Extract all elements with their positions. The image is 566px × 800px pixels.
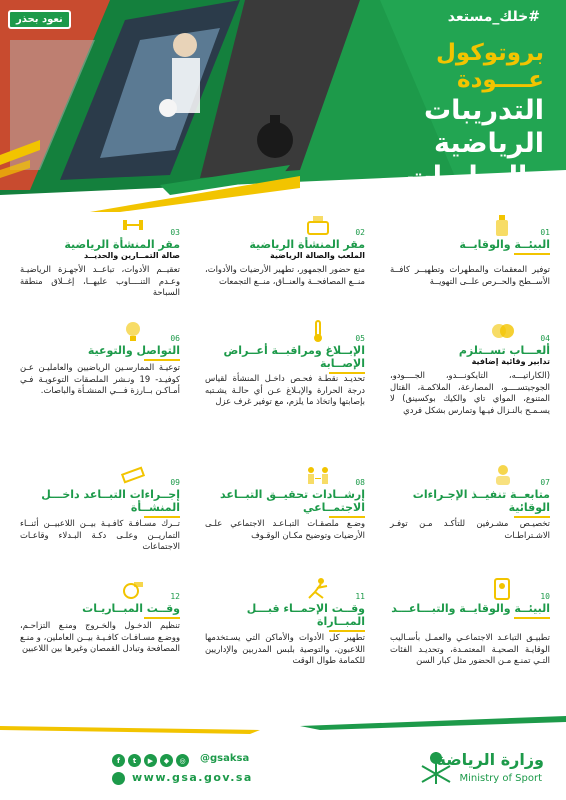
card-body: تعقيــم الأدوات، تباعــد الأجهـزة الرياضيـة وعـدم التنــــاوب عليهــا، إغــلاق منطقة السباحة <box>20 264 180 297</box>
card-title: التواصل والتوعية <box>20 344 180 361</box>
globe-icon <box>112 772 125 785</box>
card-title: إجــراءات التبــاعد داخـــل المنشــأة <box>20 488 180 518</box>
id-card-icon <box>490 576 516 602</box>
card-title: متابعــة تنفيــذ الإجـراءات الوقائية <box>390 488 550 518</box>
title-line-3: التدريبات <box>424 95 544 126</box>
ministry-name-english: Ministry of Sport <box>459 773 542 784</box>
card-body: وضـع ملصقـات التبـاعـد الاجتماعي علـى الأرضيات وتوضيح مكـان الوقـوف <box>205 518 365 540</box>
card-body: (الكاراتيـــه، التايكونـــدو، الجــــودو، الجوجيتســــو، المصارعة، الملاكمـة، القتال المتنوع، المواي تاي والكيك بوكسينق) لا يسـمـح بالنـزال فيـها وتمارس بشكل فردي <box>390 370 550 415</box>
stadium-icon <box>305 212 331 238</box>
card-body: تنظيم الدخـول والخـروج ومنـع التزاحـم، ووضـع مسـافـات كافـيـة بيــن العاملين، و منـع المصافحة وتبادل القمصان وغيرها بين اللاعبين <box>20 620 180 653</box>
hashtag: #خلك_مستعد <box>447 9 540 25</box>
card-number: 06 <box>170 334 180 343</box>
social-handle[interactable]: @gsaksa <box>200 753 250 764</box>
card-title: وقــت الإحمــاء قبـــل المبــاراة <box>205 602 365 632</box>
card-number: 01 <box>540 228 550 237</box>
instagram-icon[interactable]: ◎ <box>176 754 189 767</box>
card-number: 10 <box>540 592 550 601</box>
card-body: تطبيـق التباعـد الاجتماعـي والعمـل بأسـاليب الوقايـة الصحيـة المعتمـدة، وتحديـد الفئات التـي تمنـع مـن الحضور مثل كبار السن <box>390 632 550 665</box>
card-body: تطهير كل الأدوات والأماكن التي يسـتخدمها اللاعبون، والتوصية بلبس المدربين والإداريين للكمامة طوال الوقت <box>205 632 365 665</box>
social-links <box>112 754 189 768</box>
card-number: 02 <box>355 228 365 237</box>
supervisor-icon <box>490 462 516 488</box>
card-number: 12 <box>170 592 180 601</box>
page-title <box>369 40 544 193</box>
title-line-5: والمباريات <box>405 161 544 192</box>
card-title: إرشــادات تحقيــق التبــاعد الاجتمــاعي <box>205 488 365 518</box>
card-title: الإبــلاغ ومراقبــة أعــراض الإصــابة <box>205 344 365 374</box>
card-title: مقر المنشأة الرياضية الملعب والصالة الرياضية <box>249 238 365 260</box>
lightbulb-icon <box>120 318 146 344</box>
card-number: 04 <box>540 334 550 343</box>
hand-sanitizer-icon <box>490 212 516 238</box>
card-body: منع حضور الجمهور، تطهير الأرضيات والأدوات، منــع المصافحــة والعنــاق، منــع التجمعات <box>205 264 365 286</box>
card-body: تــرك مسـافـة كافـيـة بيــن اللاعبيــن أثنــاء التماريــن وعلـى دكـة البـدلاء وقاعـات الاجتماعات <box>20 518 180 551</box>
dumbbell-icon <box>120 212 146 238</box>
stretching-icon <box>305 576 331 602</box>
card-body: تحديـد نقطـة فحـص داخـل المنشأة لقياس درجة الحرارة والإبـلاغ عـن أي حالـة يشـتبه بإصابتها واتخاذ ما يلزم، مع توفير غرف عزل <box>205 373 365 406</box>
card-body: توفير المعقمات والمطهرات وتطهيــر كافــة الأســطح والحــرص علــى التهويــة <box>390 264 550 286</box>
card-number: 08 <box>355 478 365 487</box>
card-body: توعيـة الممارسـين الرياضيين والعامليـن عـن كوفيـد- 19 ونـشر الملصقات التوعويـة فـي أمـاكـن بــارزة فـــي المنشـأة والباصات. <box>20 362 180 395</box>
card-number: 03 <box>170 228 180 237</box>
card-number: 07 <box>540 478 550 487</box>
athletes-photo-collage <box>0 0 360 200</box>
card-number: 05 <box>355 334 365 343</box>
ruler-icon <box>120 462 146 488</box>
title-line-1: بروتوكول <box>435 40 544 66</box>
card-title: البيئــة والوقايــة والتبـــاعـــد <box>390 602 550 619</box>
website-link[interactable]: www.gsa.gov.sa <box>132 771 253 784</box>
gloves-icon <box>490 318 516 344</box>
return-carefully-badge: نعود بحذر <box>8 10 71 29</box>
whistle-icon <box>120 576 146 602</box>
snapchat-icon[interactable]: ◆ <box>160 754 173 767</box>
facebook-icon[interactable]: f <box>112 754 125 767</box>
youtube-icon[interactable]: ▶ <box>144 754 157 767</box>
ministry-name-arabic: وزارة الرياضة <box>436 750 544 769</box>
card-number: 09 <box>170 478 180 487</box>
distancing-icon <box>305 462 331 488</box>
card-title: وقــت المبــاريـات <box>20 602 180 619</box>
title-line-2: عــــودة <box>457 67 544 93</box>
card-title: ألعـــاب تســتلزم تدابير وقائية إضافية <box>458 344 550 366</box>
card-title: مقر المنشأة الرياضية صالة التمــارين والحديــد <box>64 238 180 260</box>
card-body: تخصيـص مشـرفين للتأكـد مـن توفـر الاشـتراطـات <box>390 518 550 540</box>
title-line-4: الرياضية <box>434 128 544 159</box>
card-number: 11 <box>355 592 365 601</box>
card-title: البيئــة والوقايــة <box>390 238 550 255</box>
thermometer-icon <box>305 318 331 344</box>
twitter-icon[interactable]: t <box>128 754 141 767</box>
